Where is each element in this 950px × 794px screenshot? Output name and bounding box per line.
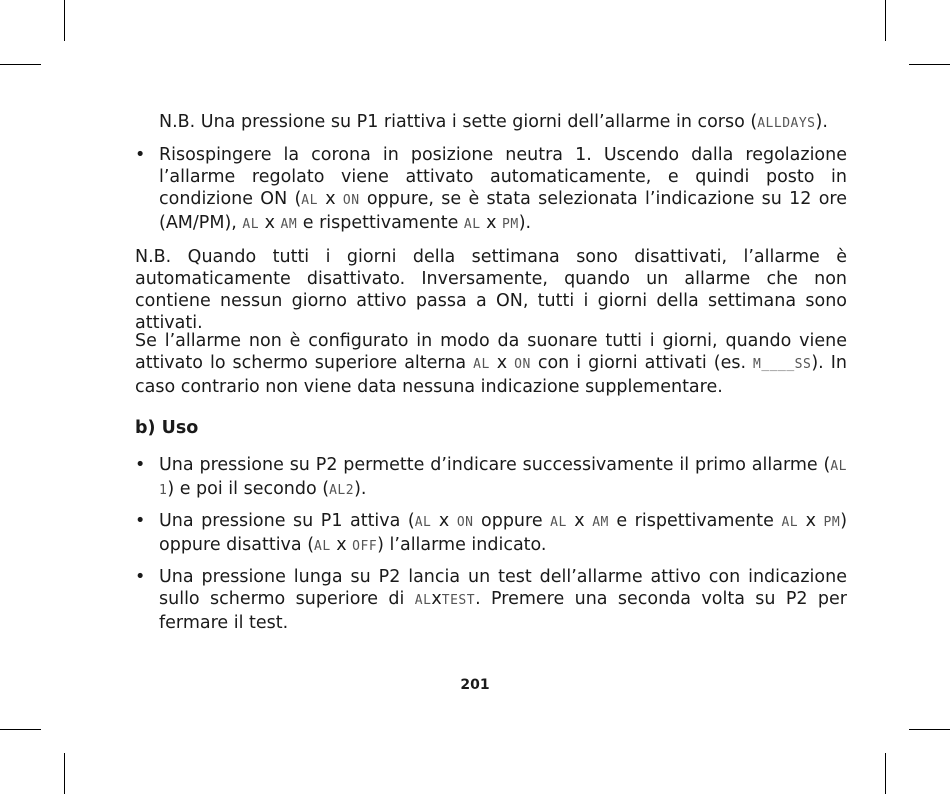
bullet-dot: • [135, 145, 146, 165]
paragraph-alternate: Se l’allarme non è configurato in modo da suonare tutti i giorni, quando viene attivato lo schermo superiore alterna AL x ON con i giorni attivati (es. M____SS). In caso contrario non viene data nessuna indicazione supplementare. [135, 331, 847, 397]
crop-mark [0, 64, 41, 65]
crop-mark [885, 0, 886, 41]
bullet-crown: • Risospingere la corona in posizione neutra 1. Uscendo dalla regolazione l’allarme regolato viene attivato automaticamente, e quindi posto in condizione ON (AL x ON oppure, se è stata selezionata l’indicazione su 12 ore (AM/PM), AL x AM e rispettivamente AL x PM). [135, 145, 847, 233]
crop-mark [909, 729, 950, 730]
section-heading: b) Uso [135, 418, 199, 438]
crop-mark [885, 753, 886, 794]
crop-mark [64, 753, 65, 794]
note-alldays: N.B. Una pressione su P1 riattiva i sette giorni dell’allarme in corso (ALLDAYS). [159, 112, 828, 132]
note-days: N.B. Quando tutti i giorni della settimana sono disattivati, l’allarme è automaticamente disattivato. Inversamente, quando un allarme che non contiene nessun giorno attivo passa a ON, tutti i giorni della settimana sono attivati. [135, 247, 847, 333]
bullet-p1: • Una pressione su P1 attiva (AL x ON oppure AL x AM e rispettivamente AL x PM) oppure disattiva (AL x OFF) l’allarme indicato. [135, 511, 848, 555]
bullet-test: • Una pressione lunga su P2 lancia un test dell’allarme attivo con indicazione sullo schermo superiore di ALxTEST. Premere una seconda volta su P2 per fermare il test. [135, 567, 847, 633]
bullet-dot: • [135, 567, 146, 587]
lcd-text: ALLDAYS [757, 116, 816, 131]
bullet-dot: • [135, 511, 146, 531]
bullet-p2: • Una pressione su P2 permette d’indicare successivamente il primo allarme (AL 1) e poi il secondo (AL2). [135, 455, 847, 499]
bullet-dot: • [135, 455, 146, 475]
crop-mark [64, 0, 65, 41]
crop-mark [909, 64, 950, 65]
page-number: 201 [460, 677, 490, 693]
crop-mark [0, 729, 41, 730]
